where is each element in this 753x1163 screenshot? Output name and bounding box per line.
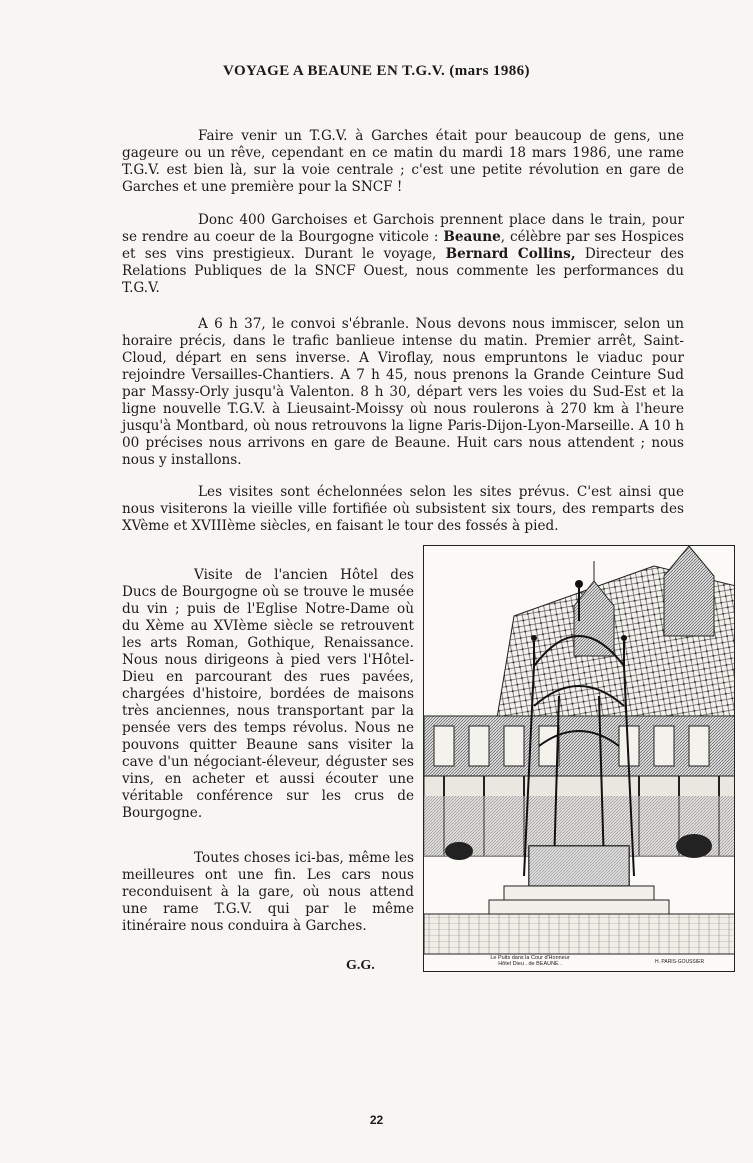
paragraph-departure	[122, 212, 684, 297]
paragraph-intro	[122, 128, 684, 196]
p2-text-a: Donc 400 Garchoises et Garchois prennent place dans le train, pour se rendre au coeur de la Bourgogne viticole :	[122, 212, 684, 245]
illustration-artist: H. PARIS-GOUSSIER	[655, 959, 705, 965]
illustration-hotel-dieu-well	[423, 545, 735, 972]
p2-beaune: Beaune	[443, 229, 501, 245]
paragraph-hotel-ducs	[122, 567, 414, 822]
paragraph-return-text: Toutes choses ici-bas, même les meilleures ont une fin. Les cars nous reconduisent à la gare, où nous attend une rame T.G.V. qui par le même itinéraire nous conduira à Garches.	[122, 850, 414, 934]
paragraph-itinerary	[122, 316, 684, 469]
paragraph-return	[122, 850, 414, 935]
page-number: 22	[369, 1113, 384, 1127]
paragraph-visits	[122, 484, 684, 535]
page-title: VOYAGE A BEAUNE EN T.G.V. (mars 1986)	[223, 63, 530, 79]
p2-text-c: , célèbre par ses Hospices et ses vins prestigieux. Durant le voyage,	[122, 229, 685, 262]
paragraph-visits-text: Les visites sont échelonnées selon les sites prévus. C'est ainsi que nous visiterons la vieille ville fortifiée où subsistent six tours, des remparts des XVème et XVIIIème siècles, en faisant le tour des fossés à pied.	[122, 484, 684, 534]
signature: G.G.	[346, 958, 375, 973]
caption-line-1: Le Puits dans la Cour d'Honneur	[490, 955, 570, 961]
illustration-drawing	[424, 546, 735, 972]
illustration-caption	[470, 955, 590, 967]
p2-bernard-collins: Bernard Collins,	[445, 246, 576, 262]
paragraph-hotel-ducs-text: Visite de l'ancien Hôtel des Ducs de Bourgogne où se trouve le musée du vin ; puis de l'Eglise Notre-Dame où du Xème au XVIème siècle se retrouvent les arts Roman, Gothique, Renaissance. Nous nous dirigeons à pied vers l'Hôtel-Dieu en parcourant des rues pavées, chargées d'histoire, bordées de maisons très anciennes, nous transportant par la pensée vers des temps révolus. Nous ne pouvons quitter Beaune sans visiter la cave d'un négociant-éleveur, déguster ses vins, en acheter et aussi écouter une véritable conférence sur les crus de Bourgogne.	[122, 567, 414, 821]
paragraph-itinerary-text: A 6 h 37, le convoi s'ébranle. Nous devons nous immiscer, selon un horaire précis, dans le trafic banlieue intense du matin. Premier arrêt, Saint-Cloud, départ en sens inverse. A Viroflay, nous empruntons le viaduc pour rejoindre Versailles-Chantiers. A 7 h 45, nous prenons la Grande Ceinture Sud par Massy-Orly jusqu'à Valenton. 8 h 30, départ vers les voies du Sud-Est et la ligne nouvelle T.G.V. à Lieusaint-Moissy où nous roulerons à 270 km à l'heure jusqu'à Montbard, où nous retrouvons la ligne Paris-Dijon-Lyon-Marseille. A 10 h 00 précises nous arrivons en gare de Beaune. Huit cars nous attendent ; nous nous y installons.	[122, 316, 684, 468]
caption-line-2: Hôtel Dieu . de BEAUNE .	[498, 961, 562, 967]
paragraph-intro-text: Faire venir un T.G.V. à Garches était pour beaucoup de gens, une gageure ou un rêve, cependant en ce matin du mardi 18 mars 1986, une rame T.G.V. est bien là, sur la voie centrale ; c'est une petite révolution en gare de Garches et une première pour la SNCF !	[122, 128, 684, 195]
p2-text-e: Directeur des Relations Publiques de la SNCF Ouest, nous commente les performances du T.G.V.	[122, 246, 684, 296]
